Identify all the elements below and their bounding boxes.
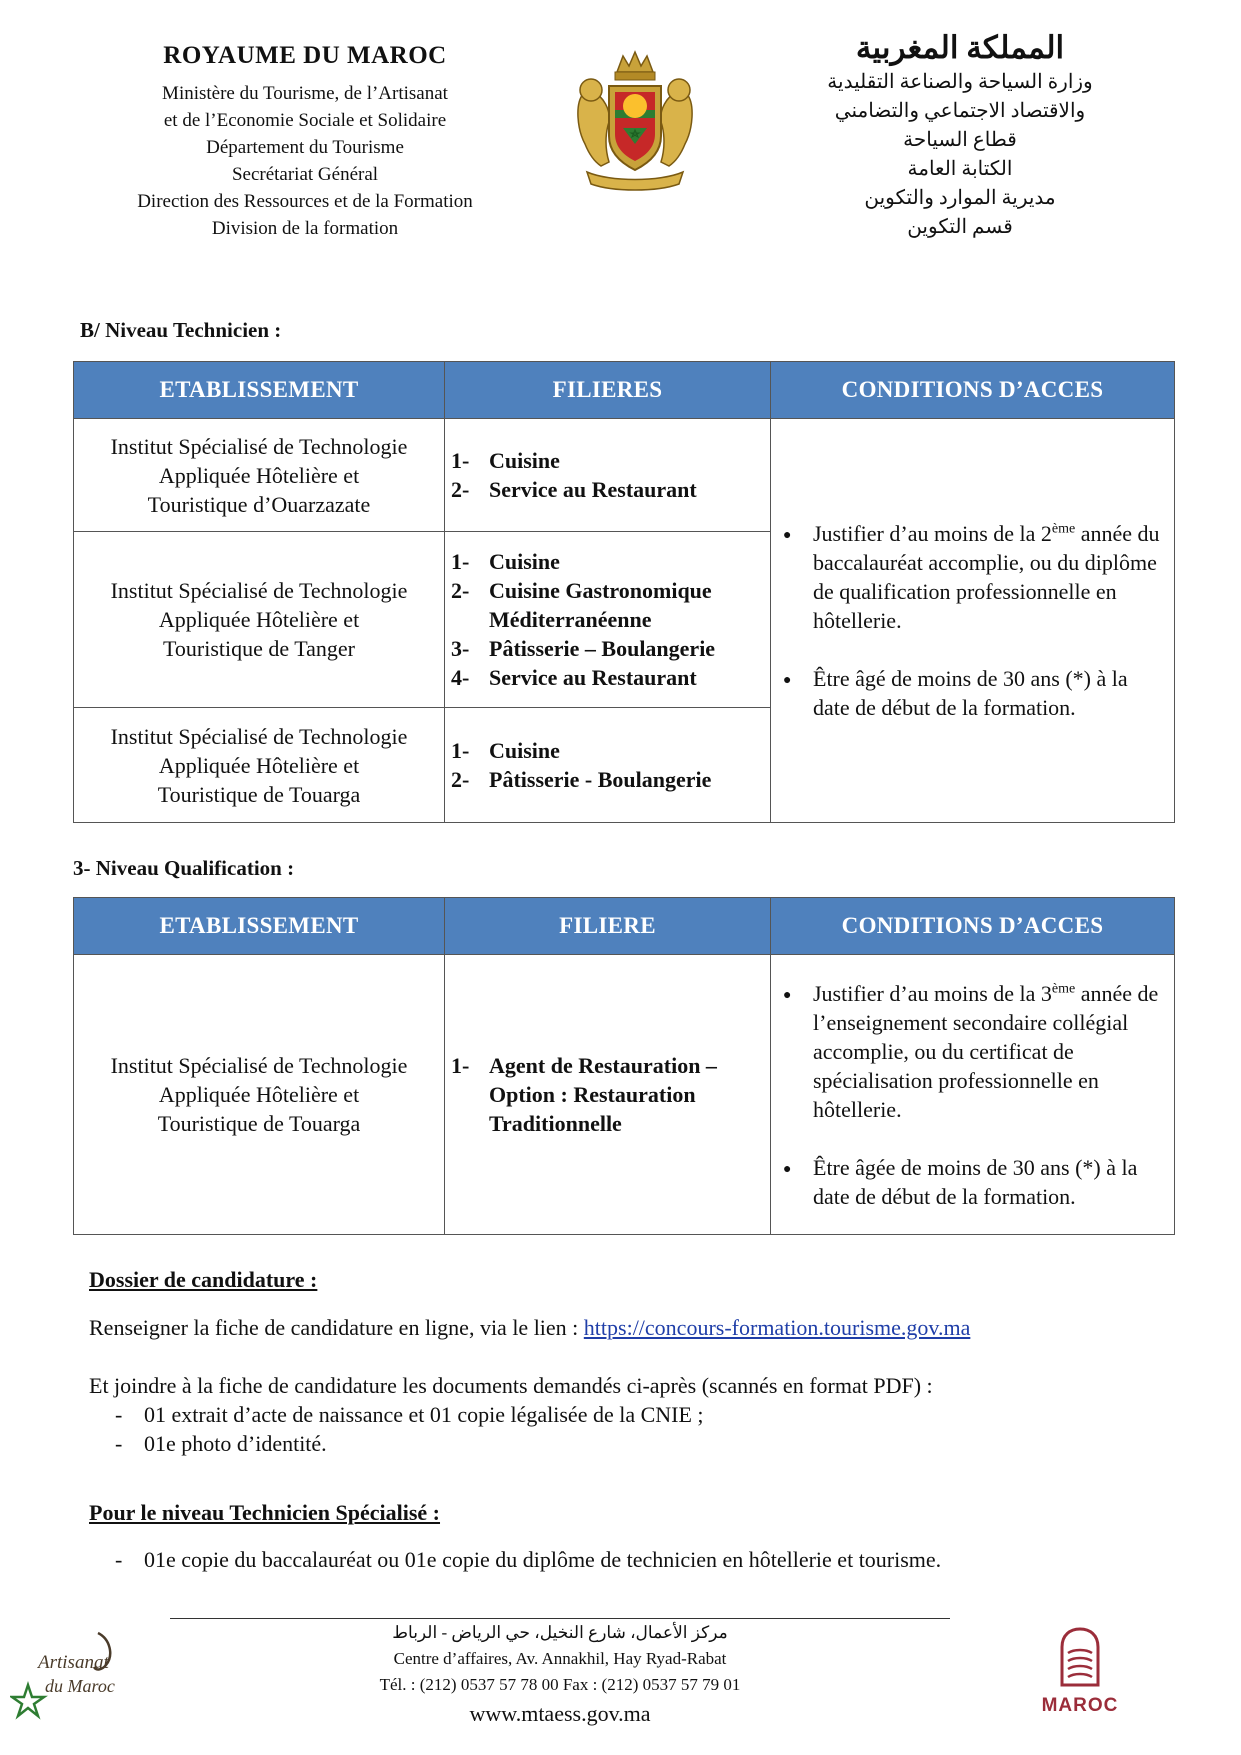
col-header-etablissement: ETABLISSEMENT	[74, 898, 445, 955]
etab-line: Institut Spécialisé de Technologie	[110, 723, 408, 749]
filiere-number: 2-	[451, 578, 470, 603]
conditions-cell	[771, 955, 1175, 1235]
dossier-paragraph-2: Et joindre à la fiche de candidature les documents demandés ci-après (scannés en format PDF) :	[89, 1373, 933, 1398]
filiere-label: Service au Restaurant	[489, 665, 697, 690]
filiere-number: 1-	[451, 448, 470, 473]
etab-line: Touristique d’Ouarzazate	[147, 491, 371, 517]
condition-text: Justifier d’au moins de la 2	[813, 521, 1052, 546]
section-3-title: 3- Niveau Qualification :	[73, 856, 295, 880]
list-item: - 01e photo d’identité.	[115, 1431, 327, 1456]
etab-line: Institut Spécialisé de Technologie	[110, 433, 408, 459]
header-left-line: Département du Tourisme	[206, 137, 404, 158]
filiere-item	[451, 446, 760, 475]
etablissement-cell	[74, 708, 445, 823]
condition-item	[783, 519, 1164, 635]
header-right	[800, 30, 1120, 242]
footer-website[interactable]: www.mtaess.gov.ma	[469, 1701, 651, 1726]
filiere-item	[451, 663, 760, 692]
header-left-line: et de l’Economie Sociale et Solidaire	[163, 110, 447, 131]
filiere-cell	[445, 955, 771, 1235]
filiere-item	[451, 1051, 760, 1138]
footer	[170, 1620, 950, 1730]
etab-line: Institut Spécialisé de Technologie	[110, 578, 408, 603]
header-left	[110, 42, 500, 242]
filiere-label: Agent de Restauration – Option : Restauration Traditionnelle	[489, 1053, 717, 1136]
bullet-icon: ●	[783, 987, 792, 1003]
header-right-line: وزارة السياحة والصناعة التقليدية	[827, 71, 1093, 93]
condition-text: Être âgé de moins de 30 ans (*) à la date de début de la formation.	[813, 666, 1128, 720]
condition-text: année de l’enseignement secondaire collégial accomplie, ou du certificat de spécialisation professionnelle en hôtellerie.	[813, 980, 1159, 1122]
filiere-label: Pâtisserie – Boulangerie	[489, 636, 716, 661]
table-row	[74, 955, 1175, 1235]
maroc-logo	[1040, 1625, 1120, 1725]
header-right-title: المملكة المغربية	[855, 30, 1065, 65]
bullet-icon: ●	[783, 673, 792, 688]
header-left-line: Ministère du Tourisme, de l’Artisanat	[162, 83, 448, 104]
filiere-number: 2-	[451, 477, 470, 502]
artisanat-logo	[10, 1625, 125, 1720]
table-row	[74, 419, 1175, 532]
filiere-label: Cuisine	[489, 549, 560, 574]
etab-line: Appliquée Hôtelière et	[158, 1082, 360, 1107]
filiere-number: 1-	[451, 738, 470, 763]
filiere-number: 1-	[451, 549, 470, 574]
filiere-number: 3-	[451, 636, 470, 661]
etab-line: Institut Spécialisé de Technologie	[110, 1053, 408, 1078]
filieres-cell	[445, 532, 771, 708]
col-header-conditions: CONDITIONS D’ACCES	[771, 898, 1175, 955]
etablissement-cell	[74, 419, 445, 532]
footer-divider	[170, 1618, 950, 1619]
header-left-line: Direction des Ressources et de la Formation	[137, 191, 473, 212]
footer-phone: Tél. : (212) 0537 57 78 00 Fax : (212) 0537 57 79 01	[379, 1675, 741, 1694]
filiere-label: Service au Restaurant	[489, 477, 697, 502]
header-right-line: قطاع السياحة	[903, 129, 1017, 151]
col-header-filieres: FILIERES	[445, 362, 771, 419]
candidature-link[interactable]: https://concours-formation.tourisme.gov.ma	[583, 1315, 971, 1340]
filiere-item	[451, 736, 760, 765]
header-left-line: Division de la formation	[211, 218, 399, 239]
header-right-line: الكتابة العامة	[907, 158, 1013, 180]
filiere-label: Cuisine	[489, 738, 560, 763]
filiere-item	[451, 765, 760, 794]
dossier-list	[89, 1400, 1189, 1458]
filieres-cell	[445, 708, 771, 823]
maroc-logo-icon	[1040, 1625, 1120, 1691]
header-left-title: ROYAUME DU MAROC	[163, 42, 447, 69]
condition-text: Justifier d’au moins de la 3	[813, 980, 1052, 1006]
filiere-item	[451, 634, 760, 663]
list-item-text: 01 extrait d’acte de naissance et 01 copie légalisée de la CNIE ;	[144, 1402, 704, 1427]
list-item-text: 01e copie du baccalauréat ou 01e copie du diplôme de technicien en hôtellerie et tourisme.	[144, 1547, 942, 1572]
condition-text: Être âgée de moins de 30 ans (*) à la date de début de la formation.	[813, 1154, 1138, 1209]
footer-arabic-address: مركز الأعمال، شارع النخيل، حي الرياض - الرباط	[392, 1623, 728, 1642]
col-header-filiere: FILIERE	[445, 898, 771, 955]
filiere-label: Pâtisserie - Boulangerie	[489, 767, 712, 792]
condition-item	[783, 664, 1164, 722]
dossier-p1-text: Renseigner la fiche de candidature en ligne, via le lien :	[89, 1315, 584, 1340]
filieres-cell	[445, 419, 771, 532]
filiere-item	[451, 547, 760, 576]
table-header-row	[74, 362, 1175, 419]
col-header-etablissement: ETABLISSEMENT	[74, 362, 445, 419]
etab-line: Appliquée Hôtelière et	[158, 752, 360, 778]
dossier-title: Dossier de candidature :	[89, 1267, 318, 1292]
filiere-item	[451, 475, 760, 504]
dossier-paragraph-1	[89, 1313, 970, 1342]
filiere-label: Cuisine	[489, 448, 560, 473]
filiere-number: 2-	[451, 767, 470, 792]
maroc-logo-text: MAROC	[1041, 1695, 1119, 1716]
ts-list	[89, 1545, 1189, 1574]
list-item-text: 01e photo d’identité.	[144, 1431, 327, 1456]
technicien-table	[73, 361, 1175, 823]
list-item: - 01e copie du baccalauréat ou 01e copie du diplôme de technicien en hôtellerie et tourisme.	[115, 1547, 942, 1572]
ts-title: Pour le niveau Technicien Spécialisé :	[89, 1500, 441, 1525]
condition-text: année du baccalauréat accomplie, ou du diplôme de qualification professionnelle en hôtellerie.	[813, 521, 1160, 633]
superscript: ème	[1051, 981, 1076, 997]
header-right-line: قسم التكوين	[907, 216, 1013, 238]
filiere-item	[451, 576, 760, 634]
filiere-number: 1-	[451, 1053, 470, 1078]
filiere-label: Cuisine Gastronomique Méditerranéenne	[489, 578, 712, 632]
footer-address: Centre d’affaires, Av. Annakhil, Hay Ryad-Rabat	[393, 1649, 727, 1668]
filiere-number: 4-	[451, 665, 470, 690]
condition-item	[783, 979, 1164, 1124]
condition-item	[783, 1153, 1164, 1211]
bullet-icon: ●	[783, 1161, 792, 1177]
artisanat-logo-text-1: Artisanat	[38, 1652, 109, 1673]
etab-line: Appliquée Hôtelière et	[158, 607, 360, 632]
etab-line: Appliquée Hôtelière et	[158, 462, 360, 488]
etablissement-cell	[74, 955, 445, 1235]
table-header-row	[74, 898, 1175, 955]
qualification-table	[73, 897, 1175, 1235]
header-left-line: Secrétariat Général	[231, 164, 379, 185]
header-right-line: والاقتصاد الاجتماعي والتضامني	[834, 100, 1086, 122]
bullet-icon: ●	[783, 528, 792, 543]
artisanat-logo-text-2: du Maroc	[45, 1676, 115, 1696]
section-b-title: B/ Niveau Technicien :	[80, 318, 282, 342]
superscript: ème	[1051, 521, 1076, 537]
etab-line: Touristique de Touarga	[157, 781, 361, 807]
conditions-cell	[771, 419, 1175, 823]
royal-emblem-icon	[565, 44, 705, 194]
header-right-line: مديرية الموارد والتكوين	[864, 187, 1056, 209]
etab-line: Touristique de Tanger	[162, 636, 356, 661]
list-item: - 01 extrait d’acte de naissance et 01 copie légalisée de la CNIE ;	[115, 1402, 704, 1427]
etab-line: Touristique de Touarga	[157, 1111, 361, 1136]
etablissement-cell	[74, 532, 445, 708]
col-header-conditions: CONDITIONS D’ACCES	[771, 362, 1175, 419]
